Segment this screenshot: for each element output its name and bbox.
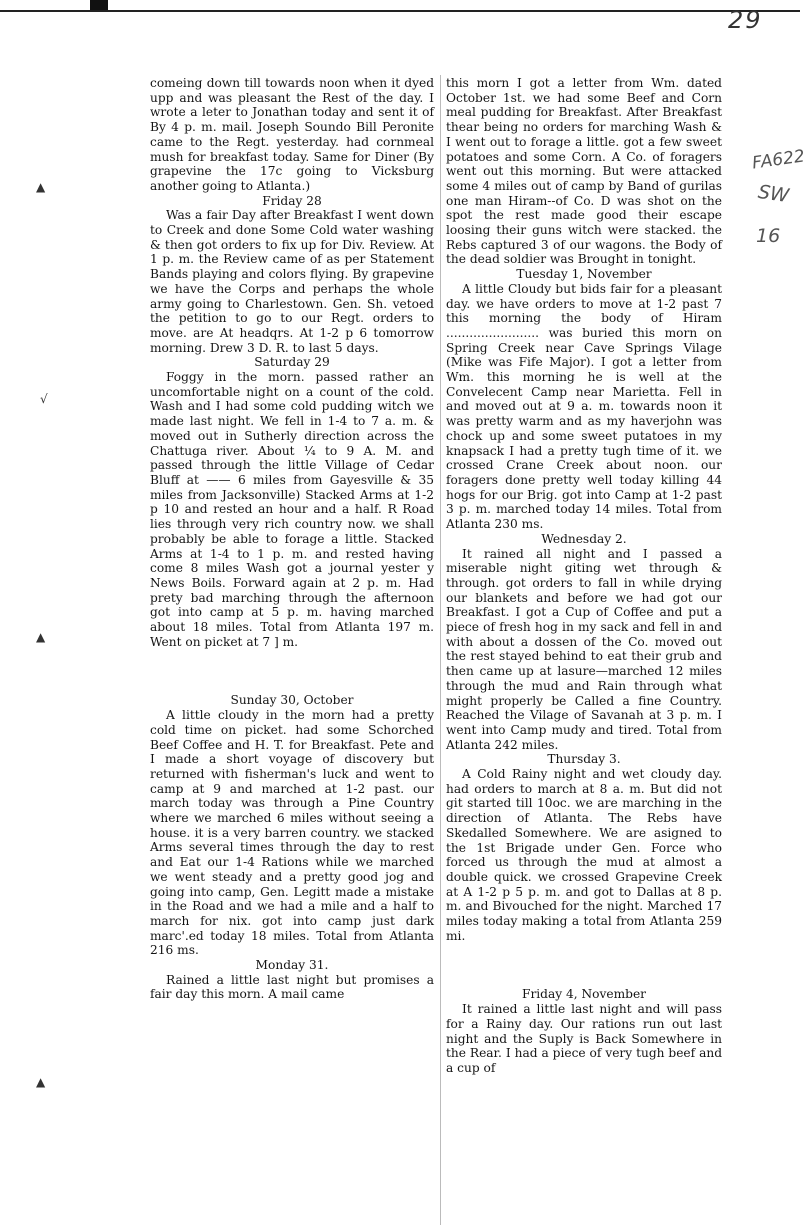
diary-paragraph: Rained a little last night but promises a fair day this morn. A mail came [150,972,434,1002]
margin-caret-mark: ▲ [36,180,46,194]
entry-date-heading: Friday 28 [262,193,322,208]
blank-space [150,649,434,693]
diary-paragraph: A Cold Rainy night and wet cloudy day. had orders to march at 8 a. m. But did not git started till 10oc. we are marching in the direction of Atlanta. The Rebs have Skedalled Somewhere. We are asigned to the 1st Brigade under Gen. Force who forced us through the mud at almost a double quick. we crossed Grapevine Creek at A 1-2 p 5 p. m. and got to Dallas at 8 p. m. and Bivouched for the night. Marched 17 miles today making a total from Atlanta 259 mi. [446,767,722,943]
scan-top-border [0,0,800,12]
entry-date-heading: Tuesday 1, November [516,267,652,282]
entry-date-heading: Wednesday 2. [541,531,627,546]
margin-note-initials: SW [756,180,791,208]
entry-date-heading: Monday 31. [255,958,329,973]
diary-paragraph: A little cloudy in the morn had a pretty cold time on picket. had some Schorched Beef Coffee and H. T. for Breakfast. Pete and I made a short voyage of discovery but returned with fisherman's luck and went to camp at 9 and marched at 1-2 past. our march today was through a Pine Country where we marched 6 miles without seeing a house. it is a very barren country. we stacked Arms several times through the day to rest and Eat our 1-4 Rations while we marched we went steady and a pretty good jog and going into camp, Gen. Legitt made a mistake in the Road and we had a mile and a half to march for nix. got into camp just dark marc'.ed today 18 miles. Total from Atlanta 216 ms. [150,708,434,958]
right-column [446,76,722,1076]
entry-date-heading: Thursday 3. [547,752,621,767]
margin-caret-mark: ▲ [36,630,46,644]
diary-paragraph: this morn I got a letter from Wm. dated October 1st. we had some Beef and Corn meal pudding for Breakfast. After Breakfast thear being no orders for marching Wash & I went out to forage a little. got a few sweet potatoes and some Corn. A Co. of foragers went out this morning. But were attacked some 4 miles out of camp by Band of gurilas one man Hiram--of Co. D was shot on the spot the rest made good their escape loosing their guns witch were stacked. the Rebs captured 3 of our wagons. the Body of the dead soldier was Brought in tonight. [446,76,722,267]
entry-date-heading: Friday 4, November [521,987,646,1002]
diary-paragraph: It rained a little last night and will pass for a Rainy day. Our rations run out last night and the Suply is Back Somewhere in the Rear. I had a piece of very tugh beef and a cup of [446,1002,722,1075]
margin-note-number: 16 [756,225,781,247]
margin-note-code: FA622 [750,146,806,174]
diary-paragraph: A little Cloudy but bids fair for a pleasant day. we have orders to move at 1-2 past 7 this morning the body of Hiram ........................ was buried this morn on Spring Creek near Cave Springs Vilage (Mike was Fife Major). I got a letter from Wm. this morning he is well at the Convelecent Camp near Marietta. Fell in and moved out at 9 a. m. towards noon it was pretty warm and as my haverjohn was chock up and some sweet putatoes in my knapsack I had a pretty tugh time of it. we crossed Crane Creek about noon. our foragers done pretty well today killing 44 hogs for our Brig. got into Camp at 1-2 past 3 p. m. marched today 14 miles. Total from Atlanta 230 ms. [446,281,722,532]
diary-paragraph: It rained all night and I passed a miserable night giting wet through & through. got orders to fall in while drying our blankets and before we had got our Breakfast. I got a Cup of Coffee and put a piece of fresh hog in my sack and fell in and with about a dossen of the Co. moved out the rest stayed behind to eat their grub and then came up at lasure—marched 12 miles through the mud and Rain through what might properly be Called a fine Country. Reached the Vilage of Savanah at 3 p. m. I went into Camp mudy and tired. Total from Atlanta 242 miles. [446,546,722,752]
column-divider [440,75,441,1225]
left-column [150,76,434,1002]
margin-tick-mark: √ [40,392,48,406]
diary-paragraph: comeing down till towards noon when it dyed upp and was pleasant the Rest of the day. I wrote a leter to Jonathan today and sent it of By 4 p. m. mail. Joseph Soundo Bill Peronite came to the Regt. yesterday. had cornmeal mush for breakfast today. Same for Diner (By grapevine the 17c going to Vicksburg another going to Atlanta.) [150,76,434,193]
margin-caret-mark: ▲ [36,1075,46,1089]
blank-space [446,943,722,987]
entry-date-heading: Sunday 30, October [230,693,354,708]
scan-top-mark [90,0,108,10]
diary-paragraph: Was a fair Day after Breakfast I went down to Creek and done Some Cold water washing & then got orders to fix up for Div. Review. At 1 p. m. the Review came of as per Statement Bands playing and colors flying. By grapevine we have the Corps and perhaps the whole army going to Charlestown. Gen. Sh. vetoed the petition to go to our Regt. orders to move. are At headqrs. At 1-2 p 6 tomorrow morning. Drew 3 D. R. to last 5 days. [150,208,434,355]
entry-date-heading: Saturday 29 [254,355,330,370]
page-number: 29 [728,6,763,34]
diary-paragraph: Foggy in the morn. passed rather an uncomfortable night on a count of the cold. Wash and I had some cold pudding witch we made last night. We fell in 1-4 to 7 a. m. & moved out in Sutherly direction across the Chattuga river. About ¼ to 9 A. M. and passed through the little Village of Cedar Bluff at —— 6 miles from Gayesville & 35 miles from Jacksonville) Stacked Arms at 1-2 p 10 and rested an hour and a half. R Road lies through very rich country now. we shall probably be able to forage a little. Stacked Arms at 1-4 to 1 p. m. and rested having come 8 miles Wash got a journal yester y News Boils. Forward again at 2 p. m. Had prety bad marching through the afternoon got into camp at 5 p. m. having marched about 18 miles. Total from Atlanta 197 m. Went on picket at 7 ] m. [150,370,434,649]
